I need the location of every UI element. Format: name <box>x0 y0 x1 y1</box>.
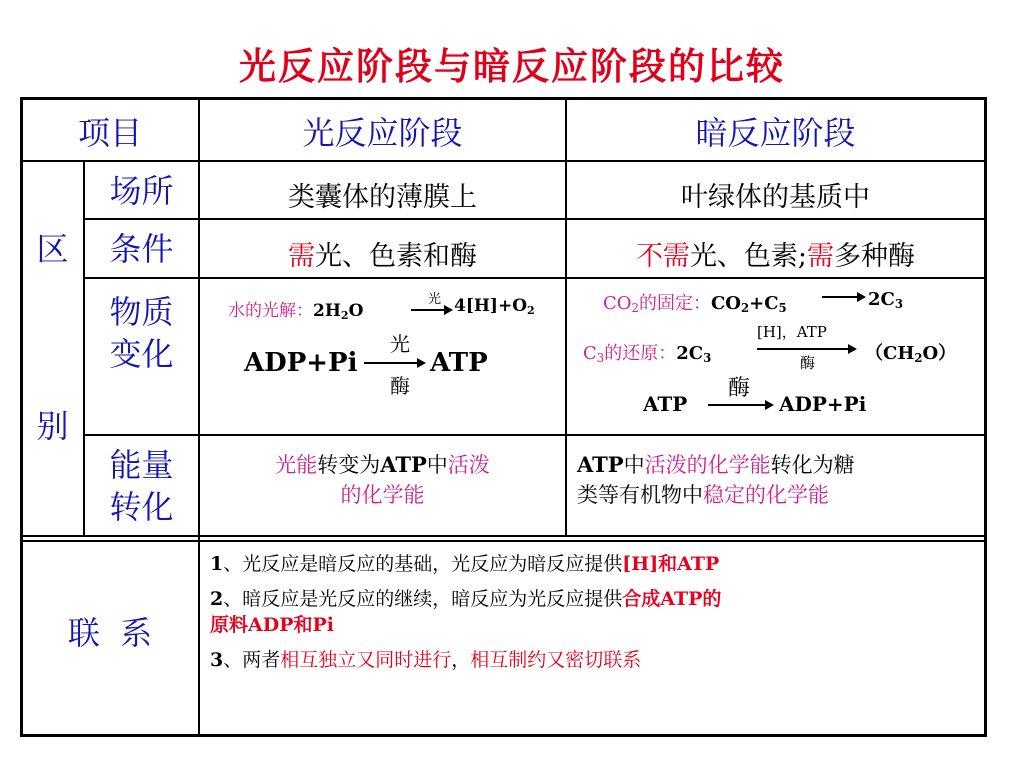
adp-arrow-bottom: 酶 <box>390 374 410 398</box>
c3-product: $(CH_2O)$ <box>865 343 957 365</box>
adp-right: ATP <box>430 348 488 378</box>
atp-right: ADP+Pi <box>779 392 867 416</box>
label-qu: 区 <box>36 230 69 268</box>
header-light: 光反应阶段 <box>302 114 463 152</box>
place-light: 类囊体的薄膜上 <box>288 182 477 213</box>
relation-item-3: 3、两者相互独立又同时进行，相互制约又密切联系 <box>210 649 642 671</box>
adp-arrow-top: 光 <box>390 332 410 356</box>
co2-fixation: $CO_2$的固定：$CO_2+C_5$ <box>603 293 787 315</box>
row-energy-label: 能量 转化 <box>109 446 174 526</box>
relation-label: 联 系 <box>67 614 153 652</box>
water-arrow <box>411 309 451 311</box>
c3-arrow-top: [H]，ATP <box>757 323 827 341</box>
row-condition-label: 条件 <box>109 230 174 268</box>
place-dark: 叶绿体的基质中 <box>681 182 870 213</box>
adp-arrow <box>364 362 424 364</box>
c3-reduction: $C_3$的还原：$2C_3$ <box>583 343 712 365</box>
header-dark: 暗反应阶段 <box>695 114 856 152</box>
relation-list <box>210 551 980 673</box>
water-products: $4[H]+O_2$ <box>454 296 535 317</box>
page-title: 光反应阶段与暗反应阶段的比较 <box>239 44 785 88</box>
relation-item-1: 1、光反应是暗反应的基础，光反应为暗反应提供[H]和ATP <box>210 553 720 575</box>
water-arrow-top: 光 <box>428 292 442 307</box>
atp-left: ATP <box>643 392 688 416</box>
atp-arrow-top: 酶 <box>728 376 751 401</box>
c3-arrow-bottom: 酶 <box>800 354 816 372</box>
adp-left: ADP+Pi <box>244 348 358 378</box>
row-place-label: 场所 <box>109 172 174 210</box>
header-item: 项目 <box>77 114 142 152</box>
condition-dark: 不需光、色素;需多种酶 <box>635 241 916 272</box>
energy-light: 光能转变为ATP中活泼 的化学能 <box>275 452 490 507</box>
atp-arrow <box>708 404 772 406</box>
co2-arrow <box>822 296 864 298</box>
c3-arrow <box>757 348 855 350</box>
label-bie: 别 <box>36 407 69 445</box>
row-matter-label: 物质 变化 <box>109 293 174 373</box>
condition-light: 需光、色素和酶 <box>288 241 477 272</box>
relation-item-2: 2、暗反应是光反应的继续，暗反应为光反应提供合成ATP的 原料ADP和Pi <box>210 588 722 636</box>
energy-dark: ATP中活泼的化学能转化为糖 类等有机物中稳定的化学能 <box>577 452 855 507</box>
co2-product: $2C_3$ <box>868 289 903 311</box>
water-photolysis: 水的光解：$2H_2O$ <box>228 301 364 322</box>
